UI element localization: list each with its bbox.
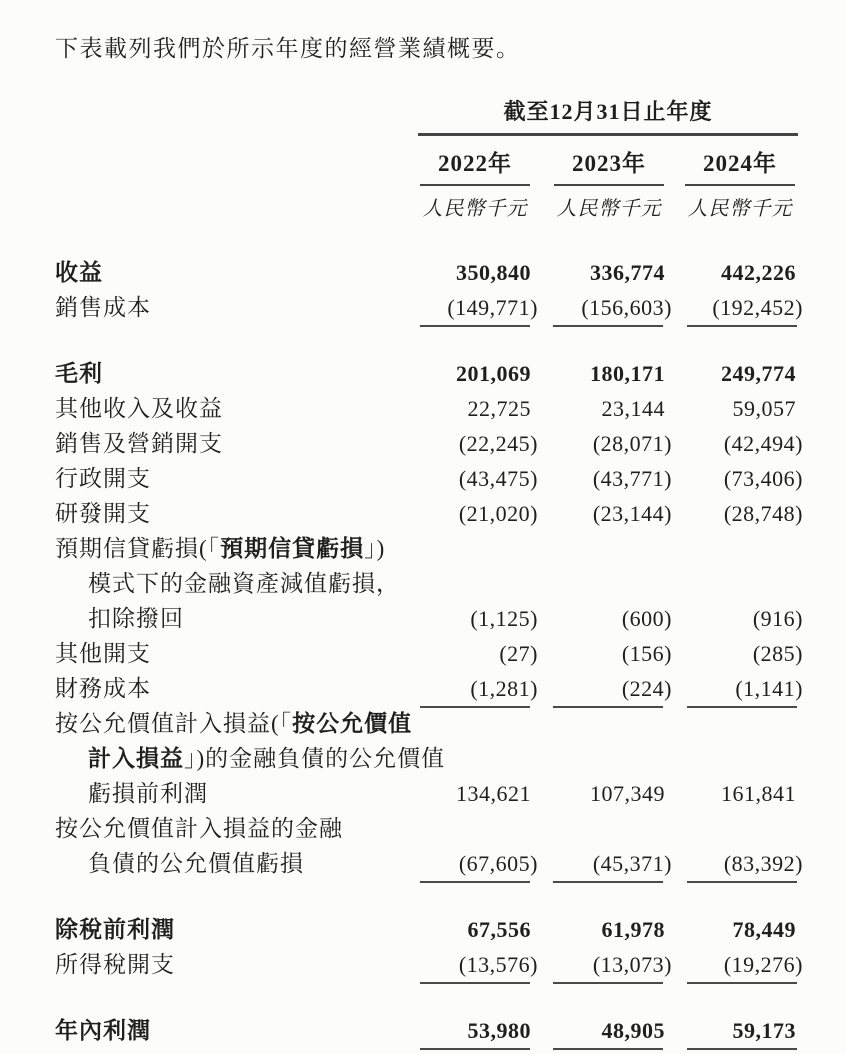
value-cell: (1,125) <box>470 606 538 631</box>
value-cell: 180,171 <box>590 361 665 386</box>
column-rule <box>687 325 797 327</box>
value-cell: (1,141) <box>735 676 803 701</box>
column-rule <box>687 881 797 883</box>
value-cell: 23,144 <box>601 396 665 421</box>
row-label: 扣除撥回 <box>88 606 184 631</box>
table-row <box>55 911 803 946</box>
table-row <box>55 600 803 635</box>
unit-label: 人民幣千元 <box>422 198 528 220</box>
value-cell: (67,605) <box>458 851 538 876</box>
table-row <box>55 775 803 810</box>
year-label: 2022年 <box>420 145 530 186</box>
table-row <box>55 460 803 495</box>
value-cell: 442,226 <box>721 260 796 285</box>
year-column-2024 <box>672 145 803 186</box>
column-rule <box>420 1048 530 1050</box>
value-cell: (43,475) <box>458 466 538 491</box>
row-label: 銷售及營銷開支 <box>55 431 223 456</box>
year-label: 2023年 <box>554 145 664 186</box>
value-cell: 22,725 <box>467 396 531 421</box>
value-cell: 161,841 <box>721 781 796 806</box>
row-label: 其他開支 <box>55 641 151 666</box>
period-header: 截至12月31日止年度 <box>418 95 798 136</box>
value-cell: (28,748) <box>723 501 803 526</box>
intro-text: 下表載列我們於所示年度的經營業績概要。 <box>55 36 521 61</box>
unit-column <box>538 192 672 221</box>
value-cell: (156,603) <box>581 295 672 320</box>
column-rule <box>553 982 663 984</box>
table-row <box>55 390 803 425</box>
table-row <box>55 289 803 324</box>
table-row <box>55 1012 803 1047</box>
row-label: 其他收入及收益 <box>55 396 223 421</box>
value-cell: (19,276) <box>723 952 803 977</box>
unit-column <box>404 192 538 221</box>
value-cell: 48,905 <box>601 1018 665 1043</box>
row-label: 銷售成本 <box>55 295 151 320</box>
table-row <box>55 845 803 880</box>
value-cell: 78,449 <box>732 917 796 942</box>
row-spacer <box>55 880 803 911</box>
value-cell: 336,774 <box>590 260 665 285</box>
column-rule <box>553 1048 663 1050</box>
value-cell: (83,392) <box>723 851 803 876</box>
column-rule <box>687 1048 797 1050</box>
table-row <box>55 565 803 600</box>
year-header-row <box>55 145 803 186</box>
value-cell: 107,349 <box>590 781 665 806</box>
value-cell: 61,978 <box>601 917 665 942</box>
row-label: 按公允價值計入損益的金融 <box>55 816 343 841</box>
value-cell: (1,281) <box>470 676 538 701</box>
year-label: 2024年 <box>685 145 795 186</box>
value-cell: (42,494) <box>723 431 803 456</box>
row-label: 計入損益」)的金融負債的公允價值 <box>88 746 446 771</box>
row-label: 除稅前利潤 <box>55 917 175 942</box>
table-row <box>55 810 803 845</box>
row-label: 行政開支 <box>55 466 151 491</box>
table-row <box>55 495 803 530</box>
value-cell: (224) <box>621 676 672 701</box>
value-cell: (43,771) <box>592 466 672 491</box>
value-cell: (916) <box>752 606 803 631</box>
financial-table <box>55 95 803 1047</box>
row-label: 虧損前利潤 <box>88 781 208 806</box>
row-spacer <box>55 981 803 1012</box>
row-label: 研發開支 <box>55 501 151 526</box>
value-cell: (73,406) <box>723 466 803 491</box>
value-cell: 249,774 <box>721 361 796 386</box>
value-cell: (21,020) <box>458 501 538 526</box>
column-rule <box>687 982 797 984</box>
unit-column <box>672 192 803 221</box>
table-row <box>55 530 803 565</box>
value-cell: 67,556 <box>467 917 531 942</box>
table-row <box>55 254 803 289</box>
value-cell: 53,980 <box>467 1018 531 1043</box>
row-label: 負債的公允價值虧損 <box>88 851 304 876</box>
unit-label: 人民幣千元 <box>556 198 662 220</box>
table-row <box>55 425 803 460</box>
unit-header-row <box>55 192 803 221</box>
row-label: 按公允價值計入損益(「按公允價值 <box>55 711 413 736</box>
value-cell: (28,071) <box>592 431 672 456</box>
row-label: 收益 <box>55 260 103 285</box>
row-label: 所得稅開支 <box>55 952 175 977</box>
row-label: 財務成本 <box>55 676 151 701</box>
value-cell: (285) <box>752 641 803 666</box>
row-label: 預期信貸虧損(「預期信貸虧損」) <box>55 536 386 561</box>
table-row <box>55 635 803 670</box>
table-row <box>55 705 803 740</box>
table-row <box>55 670 803 705</box>
value-cell: (13,576) <box>458 952 538 977</box>
table-row <box>55 946 803 981</box>
value-cell: 59,057 <box>732 396 796 421</box>
column-rule <box>420 881 530 883</box>
row-label: 毛利 <box>55 361 103 386</box>
column-rule <box>553 881 663 883</box>
value-cell: (23,144) <box>592 501 672 526</box>
column-rule <box>553 325 663 327</box>
row-label: 模式下的金融資產減值虧損， <box>88 571 400 596</box>
value-cell: (192,452) <box>712 295 803 320</box>
row-spacer <box>55 324 803 355</box>
unit-label: 人民幣千元 <box>687 198 793 220</box>
column-rule <box>420 982 530 984</box>
value-cell: (45,371) <box>592 851 672 876</box>
table-rows <box>55 254 803 1047</box>
value-cell: (22,245) <box>458 431 538 456</box>
value-cell: 59,173 <box>732 1018 796 1043</box>
value-cell: (600) <box>621 606 672 631</box>
year-column-2022 <box>404 145 538 186</box>
value-cell: (149,771) <box>447 295 538 320</box>
value-cell: (13,073) <box>592 952 672 977</box>
value-cell: (156) <box>621 641 672 666</box>
table-row <box>55 355 803 390</box>
row-label: 年內利潤 <box>55 1018 151 1043</box>
value-cell: 201,069 <box>456 361 531 386</box>
value-cell: 134,621 <box>456 781 531 806</box>
column-rule <box>420 325 530 327</box>
year-column-2023 <box>538 145 672 186</box>
value-cell: 350,840 <box>456 260 531 285</box>
table-row <box>55 740 803 775</box>
value-cell: (27) <box>499 641 538 666</box>
